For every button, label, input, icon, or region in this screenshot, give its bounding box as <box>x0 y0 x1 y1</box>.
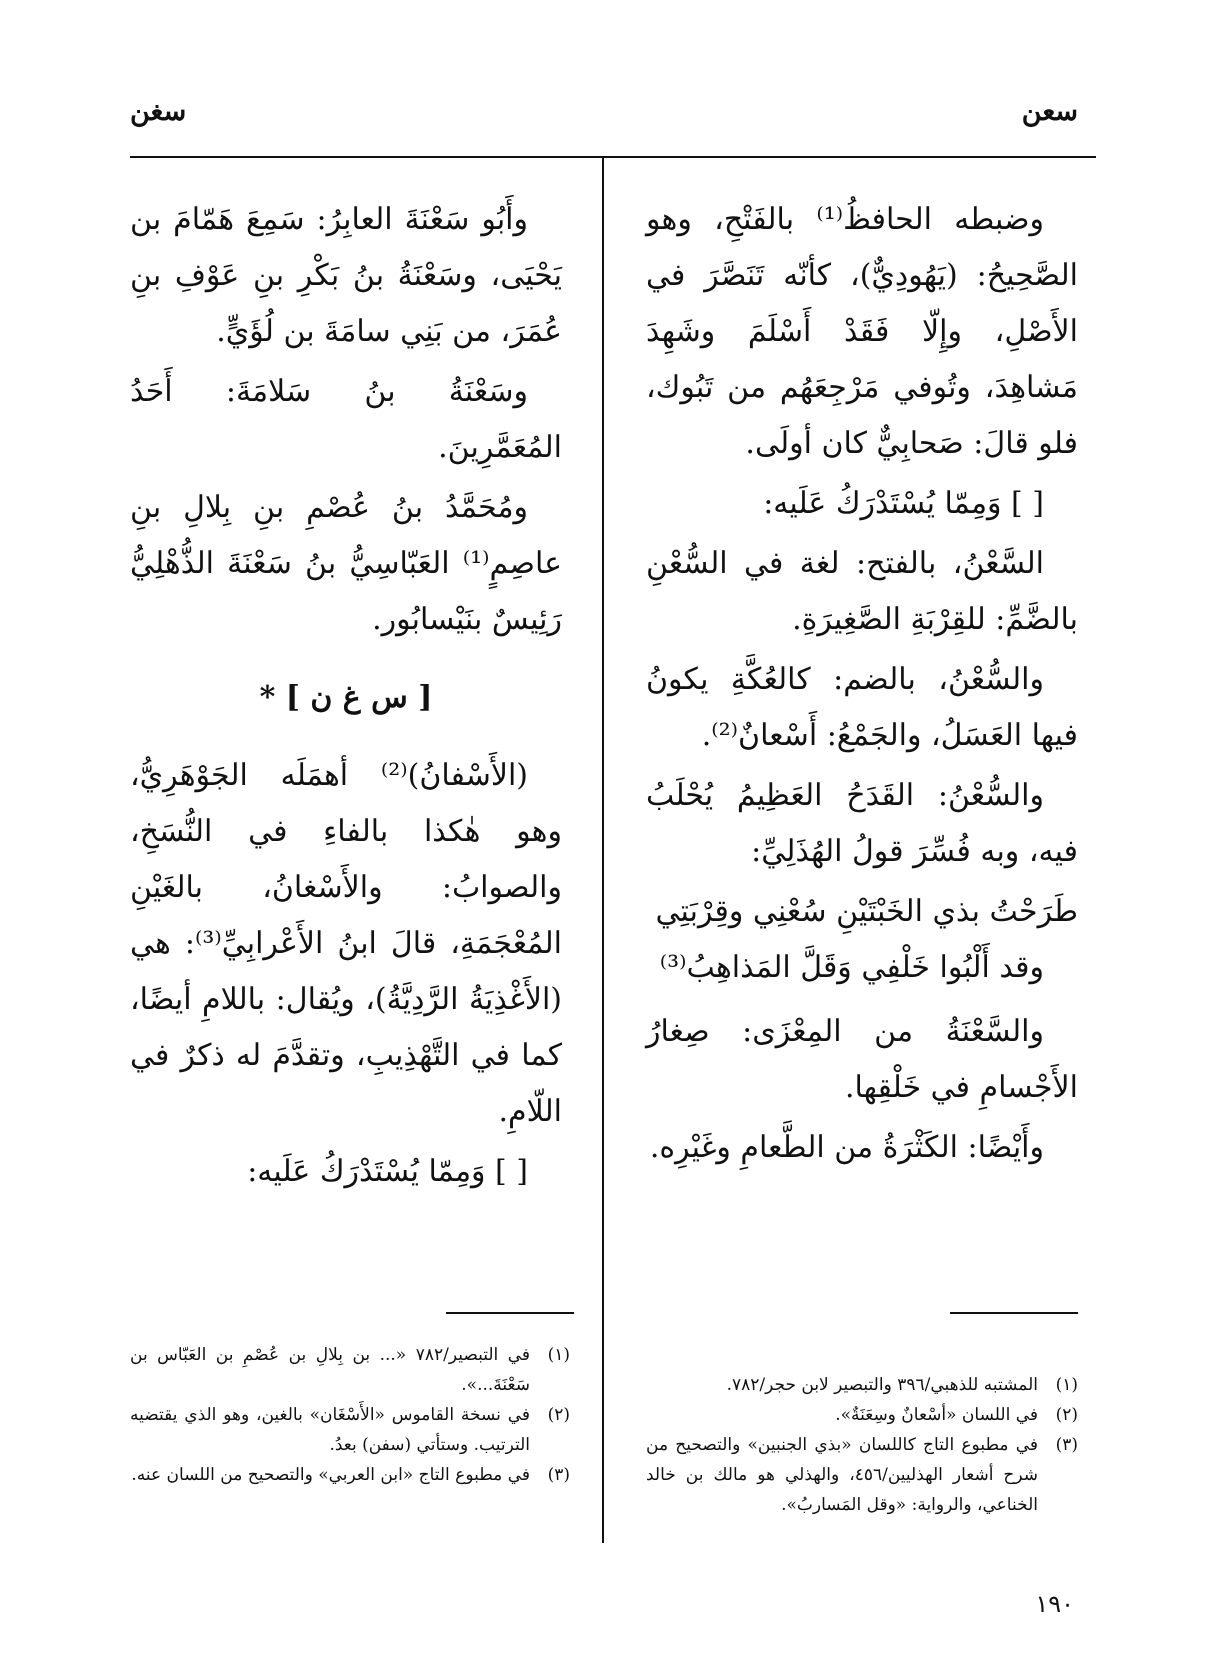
mustadrak-line: [ ] وَمِمّا يُسْتَدْرَكُ عَلَيه: <box>247 1154 528 1189</box>
header-entry-right: سعن <box>1021 96 1078 127</box>
footnote-number: (٣) <box>547 1465 570 1485</box>
footnote-number: (٢) <box>1055 1405 1078 1425</box>
footnote-number: (٣) <box>1055 1435 1078 1455</box>
footnotes-left <box>130 1340 570 1490</box>
footnote-number: (١) <box>547 1345 570 1365</box>
mustadrak-line: [ ] وَمِمّا يُسْتَدْرَكُ عَلَيه: <box>763 486 1044 521</box>
header-rule <box>130 156 1096 158</box>
footnote-text: في مطبوع التاج كاللسان «بذي الجنبين» والتصحيح من شرح أشعار الهذليين/٤٥٦، والهذلي هو مالك بن خالد الخناعي، والرواية: «وقل المَساربُ». <box>646 1435 1039 1515</box>
paragraph: السَّعْنُ، بالفتح: لغة في السُّعْنِ بالضَّمِّ: للقِرْبَةِ الصَّغِيرَةِ. <box>646 546 1078 637</box>
paragraph: وأَبُو سَعْنَةَ العابِرُ: سَمِعَ هَمّامَ بن يَحْيَى، وسَعْنَةُ بنُ بَكْرِ بنِ عَوْفِ بنِ عُمَرَ، من بَنِي سامَةَ بن لُؤَيٍّ. <box>130 202 562 349</box>
header-entry-left: سغن <box>130 96 187 127</box>
footnote <box>646 1430 1078 1520</box>
footnotes-right <box>646 1370 1078 1520</box>
footnote-text: في نسخة القاموس «الأَسْغَان» بالغين، وهو الذي يقتضيه الترتيب. وستأتي (سفن) بعدُ. <box>130 1405 530 1455</box>
verse-line: وقد أَلْبُوا خَلْفِي وَقَلَّ المَذاهِبُ⁽³⁾ <box>659 950 1044 985</box>
paragraph: ومُحَمَّدُ بنُ عُصْمِ بنِ بِلالِ بنِ عاصِمٍ⁽¹⁾ العَبّاسِيُّ بنُ سَعْنَةَ الذُّهْلِيُّ رَئِيسٌ بنَيْسابُور. <box>130 490 562 637</box>
page-number: ١٩٠ <box>1035 1590 1074 1618</box>
footnote-number: (١) <box>1055 1375 1078 1395</box>
footnote <box>646 1400 1078 1430</box>
footnote-rule-left <box>446 1312 574 1314</box>
footnote <box>130 1340 570 1400</box>
paragraph: وأَيْضًا: الكَثْرَةُ من الطَّعامِ وغَيْرِه. <box>649 1130 1044 1165</box>
footnote <box>646 1370 1078 1400</box>
footnote <box>130 1460 570 1490</box>
footnote-rule-right <box>950 1312 1078 1314</box>
right-column <box>646 192 1078 1180</box>
footnote <box>130 1400 570 1460</box>
paragraph: والسُّعْنُ، بالضم: كالعُكَّةِ يكونُ فيها العَسَلُ، والجَمْعُ: أَسْعانٌ⁽²⁾. <box>646 662 1078 753</box>
column-divider <box>602 158 604 1543</box>
paragraph: والسُّعْنُ: القَدَحُ العَظِيمُ يُحْلَبُ فيه، وبه فُسِّرَ قولُ الهُذَلِيِّ: <box>646 778 1078 869</box>
paragraph: (الأَسْفانُ)⁽²⁾ أهمَلَه الجَوْهَرِيُّ، وهو هٰكذا بالفاءِ في النُّسَخِ، والصوابُ: والأَسْغانُ، بالغَيْنِ المُعْجَمَةِ، قالَ ابنُ الأَعْرابِيِّ⁽³⁾: هي (الأَغْذِيَةُ الرَّدِيَّةُ)، ويُقال: باللامِ أيضًا، كما في التَّهْذِيبِ، وتقدَّمَ له ذكرٌ في اللّامِ. <box>130 758 562 1129</box>
footnote-number: (٢) <box>547 1405 570 1425</box>
footnote-text: في مطبوع التاج «ابن العربي» والتصحيح من اللسان عنه. <box>131 1465 530 1485</box>
left-column <box>130 192 562 1204</box>
verse <box>646 884 1078 996</box>
paragraph: وسَعْنَةُ بنُ سَلامَةَ: أَحَدُ المُعَمَّرِينَ. <box>130 374 562 465</box>
verse-line: طَرَحْتُ بذي الخَبْتَيْنِ سُعْنِي وقِرْبَتِي <box>655 894 1078 929</box>
paragraph: وضبطه الحافظُ⁽¹⁾ بالفَتْحِ، وهو الصَّحِيحُ: (يَهُودِيٌّ)، كأنّه تَنَصَّرَ في الأَصْلِ، وإِلّا فَقَدْ أَسْلَمَ وشَهِدَ مَشاهِدَ، وتُوفي مَرْجِعَهُم من تَبُوك، فلو قالَ: صَحابِيٌّ كان أولَى. <box>646 202 1078 461</box>
footnote-text: في اللسان «أسْعانٌ وسِعَنَةٌ». <box>835 1405 1038 1425</box>
footnote-text: في التبصير/٧٨٢ «... بن بِلالِ بن عُصْمِ بن العَبّاس بن سَعْنَةَ...». <box>130 1345 531 1395</box>
paragraph: والسَّعْنَةُ من المِعْزَى: صِغارُ الأَجْسامِ في خَلْقِها. <box>646 1014 1078 1105</box>
footnote-text: المشتبه للذهبي/٣٩٦ والتبصير لابن حجر/٧٨٢. <box>726 1375 1038 1395</box>
root-heading: [ س غ ن ] * <box>259 680 433 715</box>
